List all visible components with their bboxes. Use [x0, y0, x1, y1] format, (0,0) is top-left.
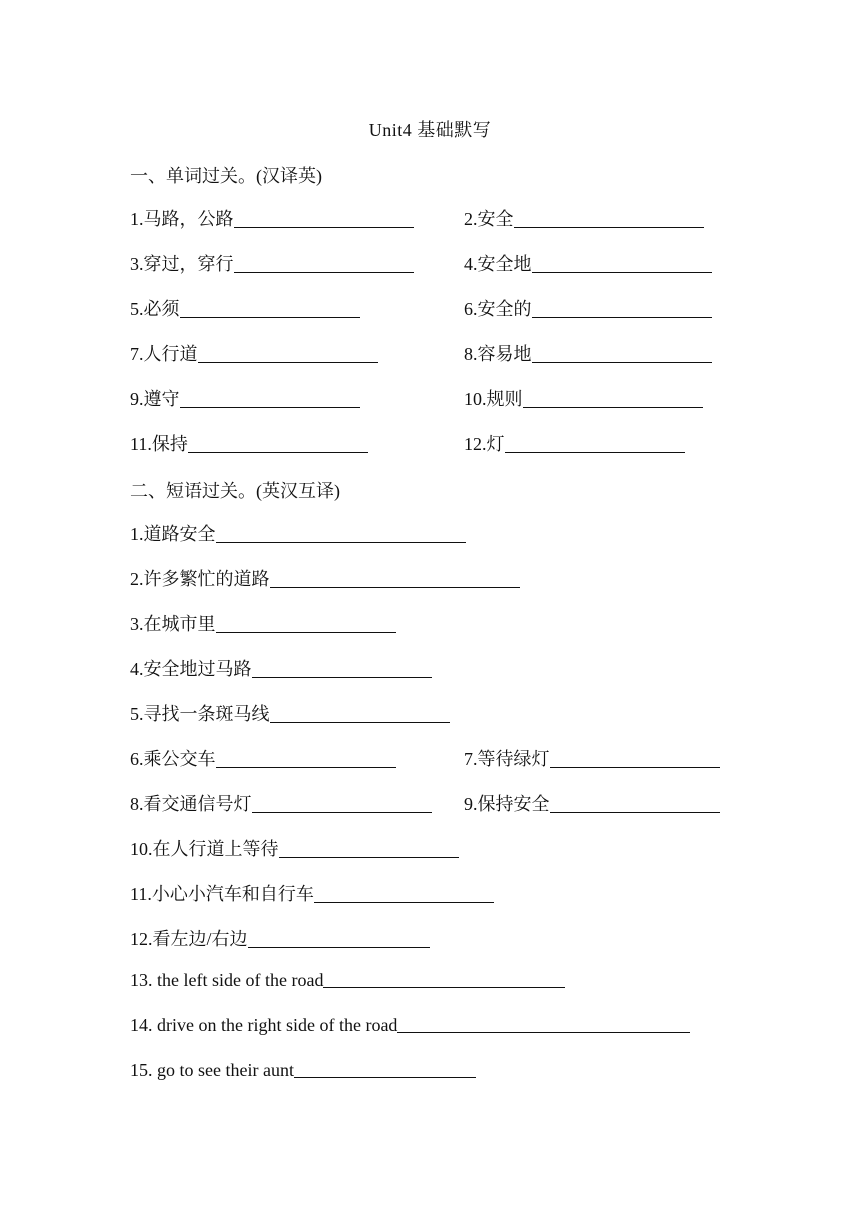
answer-blank[interactable]: [514, 226, 704, 228]
phrase-item: [130, 610, 396, 636]
phrase-prompt: 3.在城市里: [130, 614, 216, 634]
answer-blank[interactable]: [323, 986, 565, 988]
phrase-item: [130, 1015, 690, 1036]
phrase-row: [130, 925, 750, 953]
phrase-row: [130, 835, 750, 863]
answer-blank[interactable]: [532, 316, 712, 318]
phrase-row: [130, 880, 750, 908]
phrase-item: [130, 565, 520, 591]
word-row: [130, 295, 750, 323]
answer-blank[interactable]: [270, 586, 520, 588]
section1-heading: 一、单词过关。(汉译英): [130, 166, 322, 186]
word-prompt: 1.马路，公路: [130, 209, 234, 229]
answer-blank[interactable]: [270, 721, 450, 723]
phrase-prompt: 9.保持安全: [464, 794, 550, 814]
word-prompt: 12.灯: [464, 434, 505, 454]
phrase-row: [130, 565, 750, 593]
answer-blank[interactable]: [216, 631, 396, 633]
word-item: [464, 205, 704, 231]
phrase-prompt: 4.安全地过马路: [130, 659, 252, 679]
phrase-prompt: 12.看左边/右边: [130, 929, 248, 949]
phrase-row: [130, 520, 750, 548]
phrase-prompt: 1.道路安全: [130, 524, 216, 544]
answer-blank[interactable]: [523, 406, 703, 408]
word-prompt: 10.规则: [464, 389, 523, 409]
phrase-item: [130, 1060, 476, 1081]
phrase-prompt: 13. the left side of the road: [130, 970, 324, 990]
phrase-prompt: 6.乘公交车: [130, 749, 216, 769]
answer-blank[interactable]: [314, 901, 494, 903]
word-prompt: 5.必须: [130, 299, 180, 319]
word-item: [464, 385, 703, 411]
word-prompt: 6.安全的: [464, 299, 532, 319]
word-prompt: 7.人行道: [130, 344, 198, 364]
answer-blank[interactable]: [505, 451, 685, 453]
phrase-prompt: 2.许多繁忙的道路: [130, 569, 270, 589]
phrase-item: [464, 790, 720, 816]
answer-blank[interactable]: [216, 541, 466, 543]
section2-heading: 二、短语过关。(英汉互译): [130, 481, 340, 501]
answer-blank[interactable]: [252, 811, 432, 813]
phrase-row: [130, 1015, 750, 1043]
phrase-item: [130, 655, 432, 681]
word-row: [130, 205, 750, 233]
phrase-prompt: 8.看交通信号灯: [130, 794, 252, 814]
answer-blank[interactable]: [252, 676, 432, 678]
word-prompt: 2.安全: [464, 209, 514, 229]
answer-blank[interactable]: [198, 361, 378, 363]
word-row: [130, 340, 750, 368]
word-item: [130, 205, 414, 231]
phrase-prompt: 11.小心小汽车和自行车: [130, 884, 314, 904]
word-row: [130, 430, 750, 458]
answer-blank[interactable]: [180, 316, 360, 318]
phrase-row: [130, 700, 750, 728]
phrase-prompt: 15. go to see their aunt: [130, 1060, 294, 1080]
word-row: [130, 385, 750, 413]
word-prompt: 3.穿过，穿行: [130, 254, 234, 274]
word-item: [130, 385, 360, 411]
phrase-prompt: 10.在人行道上等待: [130, 839, 279, 859]
phrase-item: [130, 970, 565, 991]
word-item: [130, 340, 378, 366]
phrase-row: [130, 790, 750, 818]
phrase-item: [130, 835, 459, 861]
phrase-row: [130, 745, 750, 773]
answer-blank[interactable]: [234, 226, 414, 228]
phrase-item: [130, 745, 396, 771]
phrase-row: [130, 655, 750, 683]
word-item: [464, 295, 712, 321]
phrase-row: [130, 1060, 750, 1088]
phrase-prompt: 5.寻找一条斑马线: [130, 704, 270, 724]
word-row: [130, 250, 750, 278]
phrase-row: [130, 610, 750, 638]
phrase-item: [130, 700, 450, 726]
word-item: [130, 295, 360, 321]
phrase-item: [464, 745, 720, 771]
phrase-item: [130, 925, 430, 951]
answer-blank[interactable]: [188, 451, 368, 453]
answer-blank[interactable]: [279, 856, 459, 858]
answer-blank[interactable]: [532, 361, 712, 363]
word-item: [464, 340, 712, 366]
answer-blank[interactable]: [550, 811, 720, 813]
word-item: [464, 250, 712, 276]
phrase-item: [130, 790, 432, 816]
answer-blank[interactable]: [294, 1076, 476, 1078]
word-item: [130, 250, 414, 276]
answer-blank[interactable]: [532, 271, 712, 273]
word-prompt: 11.保持: [130, 434, 188, 454]
answer-blank[interactable]: [180, 406, 360, 408]
phrase-prompt: 7.等待绿灯: [464, 749, 550, 769]
word-prompt: 9.遵守: [130, 389, 180, 409]
word-item: [464, 430, 685, 456]
phrase-item: [130, 880, 494, 906]
phrase-item: [130, 520, 466, 546]
answer-blank[interactable]: [216, 766, 396, 768]
answer-blank[interactable]: [248, 946, 430, 948]
answer-blank[interactable]: [550, 766, 720, 768]
answer-blank[interactable]: [234, 271, 414, 273]
page-title: Unit4 基础默写: [368, 120, 492, 140]
phrase-row: [130, 970, 750, 998]
word-item: [130, 430, 368, 456]
phrase-prompt: 14. drive on the right side of the road: [130, 1015, 398, 1035]
answer-blank[interactable]: [397, 1031, 690, 1033]
word-prompt: 8.容易地: [464, 344, 532, 364]
word-prompt: 4.安全地: [464, 254, 532, 274]
